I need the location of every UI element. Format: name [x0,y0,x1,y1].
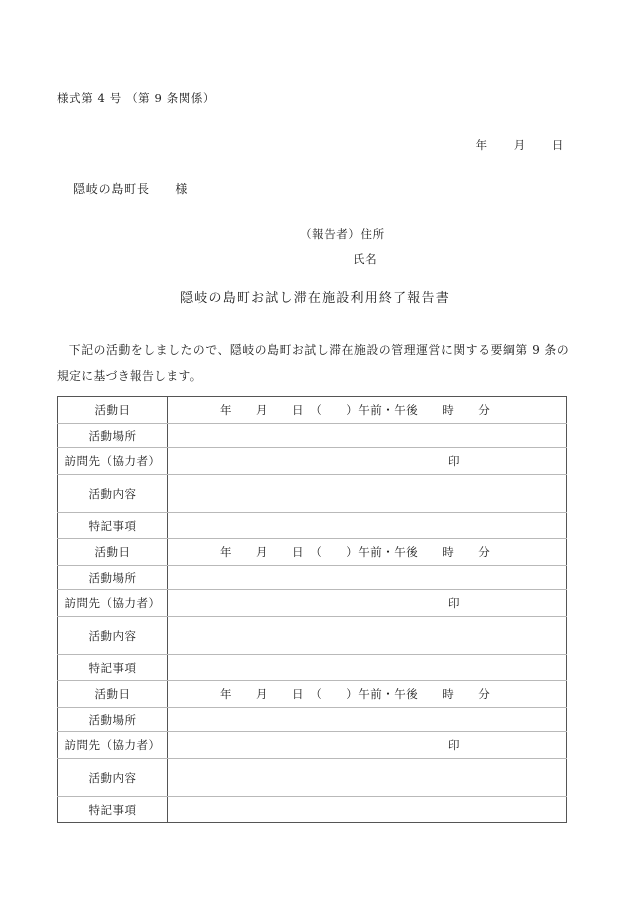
table-row [58,655,567,681]
row-label-activity-content: 活動内容 [58,617,168,655]
date-day-label: 日 [551,138,564,152]
document-date-line [0,137,564,153]
row-value-activity-date[interactable] [168,539,567,566]
row-value-visit-target[interactable] [168,590,567,617]
table-row [58,424,567,448]
row-value-remarks[interactable] [168,513,567,539]
row-value-activity-date[interactable] [168,397,567,424]
row-label-visit-target: 訪問先（協力者） [58,590,168,617]
row-value-activity-place[interactable] [168,566,567,590]
table-row [58,681,567,708]
row-value-activity-place[interactable] [168,424,567,448]
row-label-activity-place: 活動場所 [58,708,168,732]
table-row [58,590,567,617]
row-label-activity-content: 活動内容 [58,759,168,797]
table-row [58,539,567,566]
row-label-remarks: 特記事項 [58,797,168,823]
date-fields: 年 月 日 （ ）午前・午後 時 分 [220,545,491,559]
row-label-activity-content: 活動内容 [58,475,168,513]
seal-mark: 印 [448,738,460,752]
row-label-activity-date: 活動日 [58,397,168,424]
table-row [58,617,567,655]
body-paragraph: 下記の活動をしましたので、隠岐の島町お試し滞在施設の管理運営に関する要綱第 9 条の規定に基づき報告します。 [57,343,569,383]
row-label-activity-date: 活動日 [58,681,168,708]
date-fields: 年 月 日 （ ）午前・午後 時 分 [220,687,491,701]
reporter-address-label: （報告者）住所 [300,227,385,241]
form-number: 様式第 4 号 （第 9 条関係） [57,91,216,105]
row-label-visit-target: 訪問先（協力者） [58,732,168,759]
date-year-label: 年 [475,138,488,152]
date-fields: 年 月 日 （ ）午前・午後 時 分 [220,403,491,417]
seal-mark: 印 [448,596,460,610]
table-row [58,566,567,590]
row-value-activity-content[interactable] [168,475,567,513]
row-label-activity-place: 活動場所 [58,424,168,448]
page-title: 隠岐の島町お試し滞在施設利用終了報告書 [180,291,450,306]
table-row [58,797,567,823]
row-label-activity-place: 活動場所 [58,566,168,590]
table-row [58,397,567,424]
row-value-activity-place[interactable] [168,708,567,732]
row-label-visit-target: 訪問先（協力者） [58,448,168,475]
row-value-remarks[interactable] [168,655,567,681]
reporter-name-label: 氏名 [353,252,378,266]
table-row [58,448,567,475]
table-row [58,475,567,513]
table-row [58,708,567,732]
table-row [58,732,567,759]
seal-mark: 印 [448,454,460,468]
row-value-activity-content[interactable] [168,617,567,655]
addressee: 隠岐の島町長 様 [73,182,189,196]
row-value-visit-target[interactable] [168,448,567,475]
row-value-activity-date[interactable] [168,681,567,708]
activity-report-table [57,396,567,823]
row-label-activity-date: 活動日 [58,539,168,566]
row-label-remarks: 特記事項 [58,655,168,681]
row-label-remarks: 特記事項 [58,513,168,539]
row-value-remarks[interactable] [168,797,567,823]
table-row [58,513,567,539]
date-month-label: 月 [513,138,526,152]
table-row [58,759,567,797]
row-value-activity-content[interactable] [168,759,567,797]
row-value-visit-target[interactable] [168,732,567,759]
